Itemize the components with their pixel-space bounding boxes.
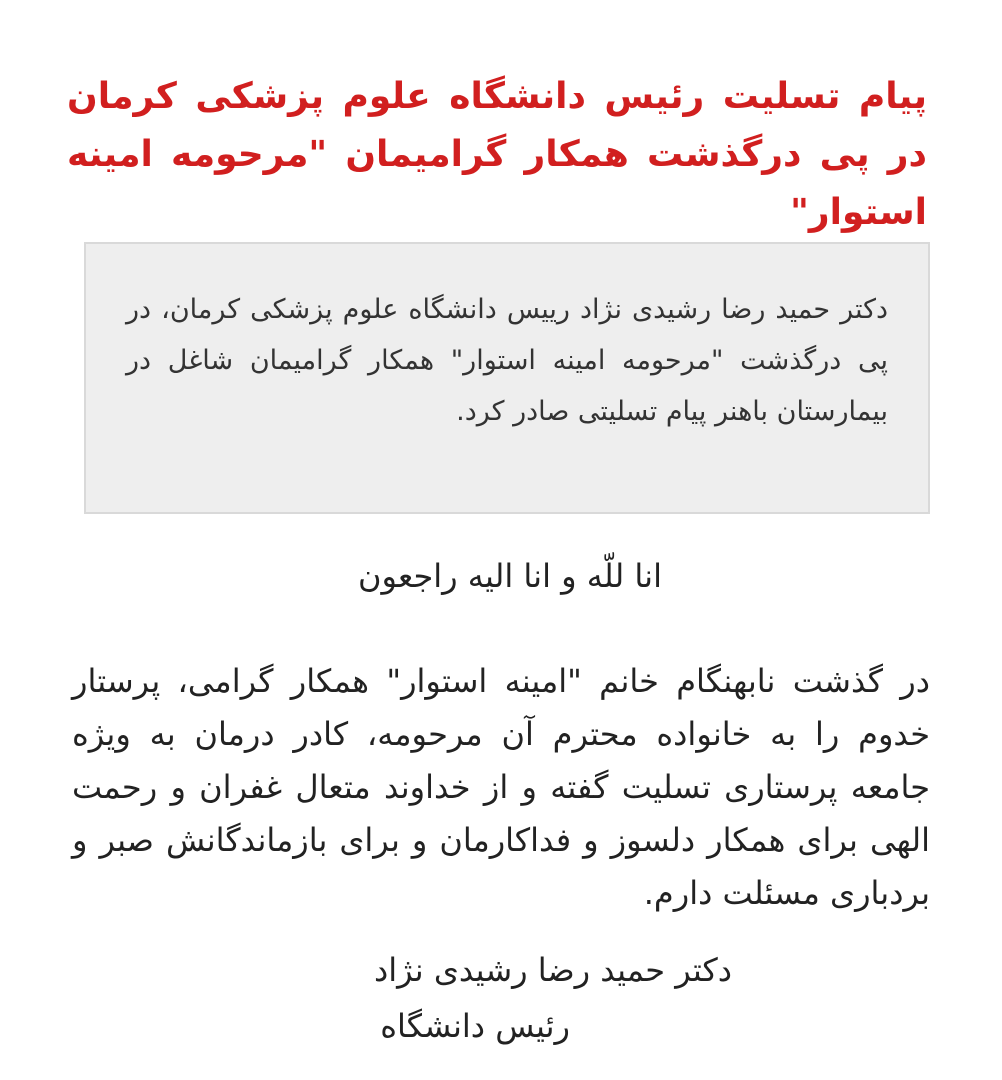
signature-name: دکتر حمید رضا رشیدی نژاد xyxy=(373,951,732,989)
article-headline: پیام تسلیت رئیس دانشگاه علوم پزشکی کرمان در پی درگذشت همکار گرامیمان "مرحومه امینه استوار" xyxy=(67,76,927,233)
signature-title: رئیس دانشگاه xyxy=(380,1007,570,1045)
quran-verse: انا للّه و انا الیه راجعون xyxy=(358,557,662,595)
condolence-message: در گذشت نابهنگام خانم "امینه استوار" همکار گرامی، پرستار خدوم را به خانواده محترم آن مرحومه، کادر درمان به ویژه جامعه پرستاری تسلیت گفته و از خداوند متعال غفران و رحمت الهی برای همکار دلسوز و فداکارمان و برای بازماندگانش صبر و بردباری مسئلت دارم. xyxy=(72,662,930,912)
lead-summary-box xyxy=(84,242,930,514)
lead-summary-text: دکتر حمید رضا رشیدی نژاد رییس دانشگاه علوم پزشکی کرمان، در پی درگذشت "مرحومه امینه استوار" همکار گرامیمان شاغل در بیمارستان باهنر پیام تسلیتی صادر کرد. xyxy=(126,294,888,427)
